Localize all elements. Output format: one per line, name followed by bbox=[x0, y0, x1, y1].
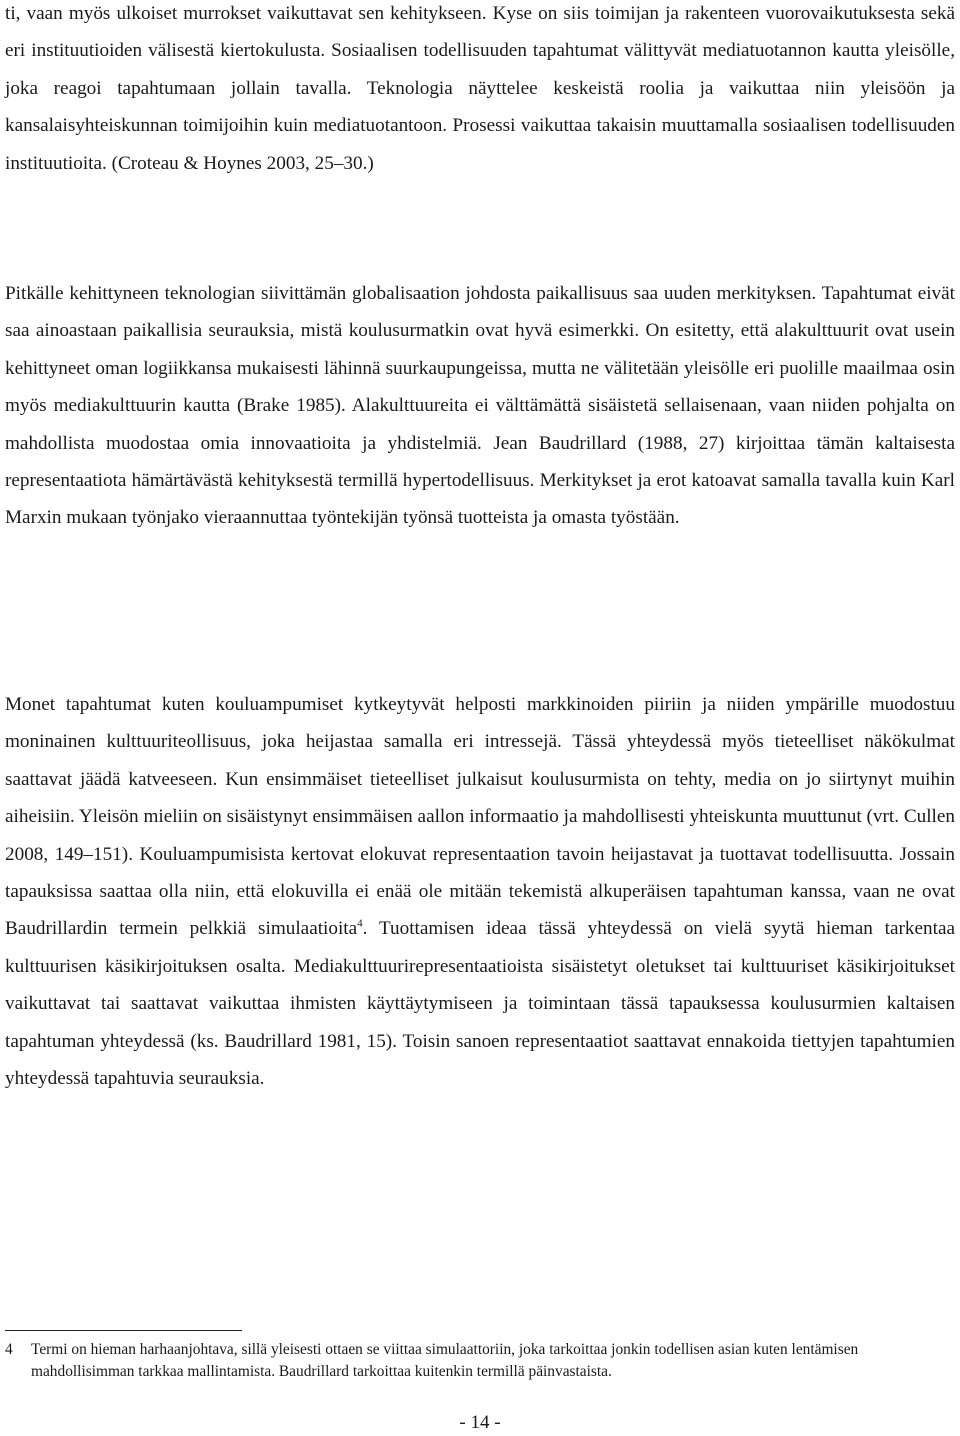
page-number: - 14 - bbox=[459, 1412, 501, 1433]
footnote-reference: 4 bbox=[357, 918, 363, 931]
footnote-text: Termi on hieman harhaanjohtava, sillä yleisesti ottaen se viittaa simulaattoriin, joka tarkoittaa jonkin todellisen asian kuten lentämisen mahdollisimman tarkkaa mallintamista. Baudrillard tarkoittaa kuitenkin termillä päinvastaista. bbox=[31, 1341, 859, 1380]
footnote bbox=[5, 1339, 955, 1383]
footnote-separator bbox=[5, 1330, 242, 1331]
paragraph-3-text-after-note: . Tuottamisen ideaa tässä yhteydessä on vielä syytä hieman tarkentaa kulttuurisen käsikirjoituksen osalta. Mediakulttuurirepresentaatioista sisäistetyt oletukset tai kulttuuriset käsikirjoitukset vaikuttavat tai saattavat vaikuttaa ihmisten käyttäytymiseen ja toimintaan tässä tapauksessa koulusurmien kaltaisen tapahtuman yhteydessä (ks. Baudrillard 1981, 15). Toisin sanoen representaatiot saattavat ennakoida tiettyjen tapahtumien yhteydessä tapahtuvia seurauksia. bbox=[5, 918, 955, 1090]
paragraph-3-text-before-note: Monet tapahtumat kuten kouluampumiset kytkeytyvät helposti markkinoiden piiriin ja niiden ympärille muodostuu moninainen kulttuuriteollisuus, joka heijastaa samalla eri intressejä. Tässä yhteydessä myös tieteelliset näkökulmat saattavat jäädä katveeseen. Kun ensimmäiset tieteelliset julkaisut koulusurmista on tehty, media on jo siirtynyt muihin aiheisiin. Yleisön mieliin on sisäistynyt ensimmäisen aallon informaatio ja mahdollisesti yhteiskunta muuttunut (vrt. Cullen 2008, 149–151). Kouluampumisista kertovat elokuvat representaation tavoin heijastavat ja tuottavat todellisuutta. Jossain tapauksissa saattaa olla niin, että elokuvilla ei enää ole mitään tekemistä alkuperäisen tapahtuman kanssa, vaan ne ovat Baudrillardin termein pelkkiä simulaatioita bbox=[5, 694, 955, 940]
body-paragraph-1: ti, vaan myös ulkoiset murrokset vaikuttavat sen kehitykseen. Kyse on siis toimijan ja rakenteen vuorovaikutuksesta sekä eri instituutioiden välisestä kiertokulusta. Sosiaalisen todellisuuden tapahtumat välittyvät mediatuotannon kautta yleisölle, joka reagoi tapahtumaan jollain tavalla. Teknologia näyttelee keskeistä roolia ja vaikuttaa niin yleisöön ja kansalaisyhteiskunnan toimijoihin kuin mediatuotantoon. Prosessi vaikuttaa takaisin muuttamalla sosiaalisen todellisuuden instituutioita. (Croteau & Hoynes 2003, 25–30.) bbox=[5, 3, 955, 174]
body-paragraph-3 bbox=[5, 686, 955, 1097]
body-paragraph-2: Pitkälle kehittyneen teknologian siivittämän globalisaation johdosta paikallisuus saa uuden merkityksen. Tapahtumat eivät saa ainoastaan paikallisia seurauksia, mistä koulusurmatkin ovat hyvä esimerkki. On esitetty, että alakulttuurit ovat usein kehittyneet oman logiikkansa mukaisesti lähinnä suurkaupungeissa, mutta ne välitetään yleisölle eri puolille maailmaa osin myös mediakulttuurin kautta (Brake 1985). Alakulttuureita ei välttämättä sisäistetä sellaisenaan, vaan niiden pohjalta on mahdollista muodostaa omia innovaatioita ja yhdistelmiä. Jean Baudrillard (1988, 27) kirjoittaa tämän kaltaisesta representaatiota hämärtävästä kehityksestä termillä hypertodellisuus. Merkitykset ja erot katoavat samalla tavalla kuin Karl Marxin mukaan työnjako vieraannuttaa työntekijän työnsä tuotteista ja omasta työstään. bbox=[5, 283, 955, 529]
footnote-number: 4 bbox=[5, 1341, 13, 1358]
